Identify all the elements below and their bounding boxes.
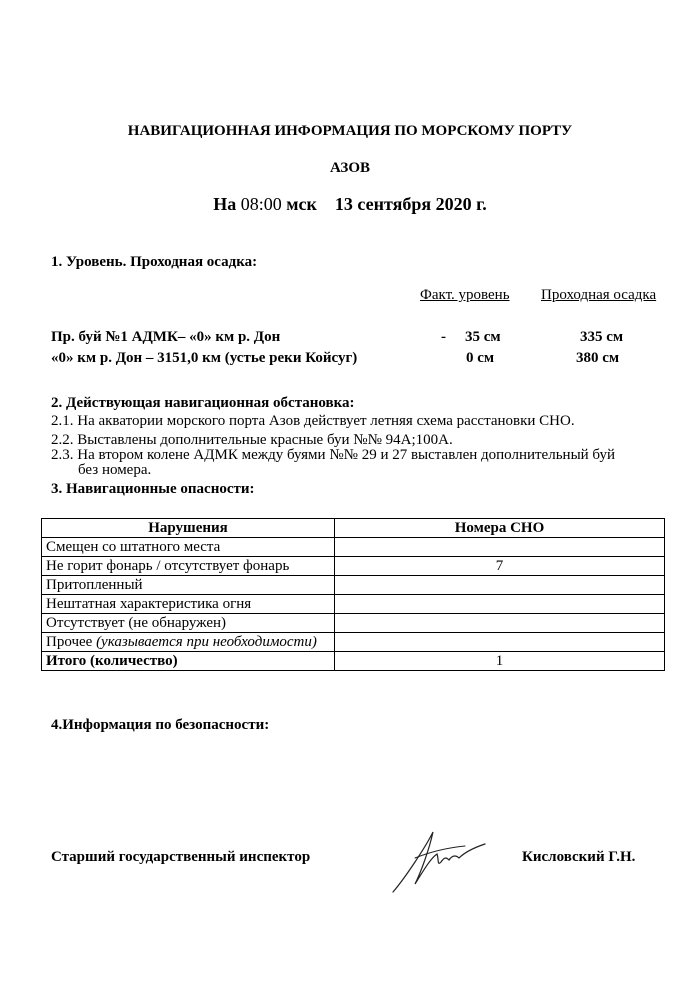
hazard-other-label bbox=[42, 633, 335, 652]
level-row-2-draft: 380 см bbox=[576, 350, 620, 366]
document-title: НАВИГАЦИОННАЯ ИНФОРМАЦИЯ ПО МОРСКОМУ ПОРТУ bbox=[127, 123, 573, 139]
section3-heading: 3. Навигационные опасности: bbox=[51, 481, 255, 497]
table-row-total bbox=[42, 652, 665, 671]
nav-item-2-num: 2.2. bbox=[51, 432, 74, 448]
nav-item-3-continuation: без номера. bbox=[78, 462, 152, 478]
hazard-other-value bbox=[335, 633, 665, 652]
nav-item-1 bbox=[51, 413, 575, 430]
section2-heading: 2. Действующая навигационная обстановка: bbox=[51, 395, 355, 411]
hazard-label: Смещен со штатного места bbox=[42, 538, 335, 557]
hazard-label: Не горит фонарь / отсутствует фонарь bbox=[42, 557, 335, 576]
hazards-table-header bbox=[42, 519, 665, 538]
level-row-1-draft: 335 см bbox=[580, 329, 624, 345]
total-label: Итого (количество) bbox=[42, 652, 335, 671]
section1-heading: 1. Уровень. Проходная осадка: bbox=[51, 254, 258, 270]
hazard-label: Отсутствует (не обнаружен) bbox=[42, 614, 335, 633]
nav-item-2-text: Выставлены дополнительные красные буи №№ 94А;100А. bbox=[77, 432, 453, 448]
hazard-value: 7 bbox=[335, 557, 665, 576]
port-name: АЗОВ bbox=[329, 160, 371, 176]
hazard-label: Притопленный bbox=[42, 576, 335, 595]
hazard-label: Нештатная характеристика огня bbox=[42, 595, 335, 614]
nav-item-3-num: 2.3. bbox=[51, 447, 74, 463]
table-row-other bbox=[42, 633, 665, 652]
section4-heading: 4.Информация по безопасности: bbox=[51, 717, 270, 733]
hazard-value bbox=[335, 614, 665, 633]
table-row bbox=[42, 557, 665, 576]
level-row-1-name: Пр. буй №1 АДМК– «0» км р. Дон bbox=[51, 329, 281, 345]
table-row bbox=[42, 614, 665, 633]
inspector-name: Кисловский Г.Н. bbox=[522, 849, 636, 865]
col-fact-level: Факт. уровень bbox=[420, 287, 510, 303]
col-passage-draft: Проходная осадка bbox=[541, 287, 657, 303]
hazards-col-violations: Нарушения bbox=[42, 519, 335, 538]
level-row-1-sign: - bbox=[441, 329, 446, 345]
other-label-text: Прочее bbox=[46, 634, 93, 650]
report-time: 08:00 bbox=[240, 194, 282, 214]
hazards-col-sno-numbers: Номера СНО bbox=[335, 519, 665, 538]
hazard-value bbox=[335, 595, 665, 614]
report-date: 13 сентября bbox=[334, 194, 432, 214]
level-row-1-fact: 35 см bbox=[465, 329, 501, 345]
level-row-2-name: «0» км р. Дон – 3151,0 км (устье реки Койсуг) bbox=[51, 350, 358, 366]
report-datetime bbox=[0, 194, 700, 215]
nav-item-3-text: На втором колене АДМК между буями №№ 29 и 27 выставлен дополнительный буй bbox=[77, 447, 616, 463]
nav-item-1-num: 2.1. bbox=[51, 413, 74, 429]
table-row bbox=[42, 576, 665, 595]
hazard-value bbox=[335, 576, 665, 595]
nav-item-1-text: На акватории морского порта Азов действует летняя схема расстановки СНО. bbox=[77, 413, 575, 429]
hazard-value bbox=[335, 538, 665, 557]
other-label-note: (указывается при необходимости) bbox=[96, 634, 317, 650]
table-row bbox=[42, 595, 665, 614]
level-row-2-fact: 0 см bbox=[466, 350, 495, 366]
signature-image bbox=[385, 828, 495, 898]
total-value: 1 bbox=[335, 652, 665, 671]
hazards-table bbox=[41, 518, 665, 671]
time-zone: мск bbox=[286, 194, 317, 214]
table-row bbox=[42, 538, 665, 557]
report-year: 2020 г. bbox=[435, 194, 487, 214]
date-prefix: На bbox=[213, 194, 237, 214]
inspector-position: Старший государственный инспектор bbox=[51, 849, 311, 865]
